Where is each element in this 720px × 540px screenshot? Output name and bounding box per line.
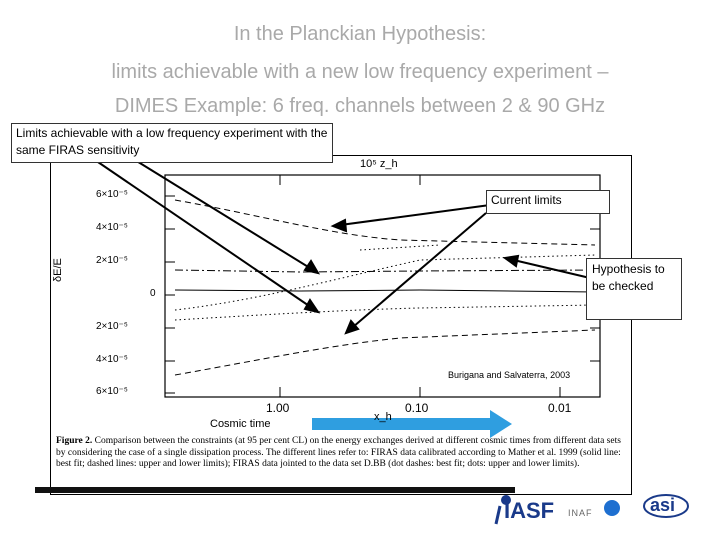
y-tick-2: 4×10⁻⁵ [96, 222, 128, 233]
x-tick-1: 1.00 [266, 401, 290, 415]
y-axis-label: δE/E [52, 258, 64, 282]
y-tick-7: 6×10⁻⁵ [96, 386, 128, 397]
iasf-logo-text: IASF [504, 498, 555, 523]
slide-title-line-1: In the Planckian Hypothesis: [233, 23, 487, 45]
iasf-logo [494, 494, 556, 526]
credit-text: Burigana and Salvaterra, 2003 [448, 370, 571, 380]
figure-caption [56, 436, 628, 471]
globe-icon [604, 500, 620, 516]
cosmic-time-label: Cosmic time [210, 418, 271, 430]
slide-title-line-2: limits achievable with a new low frequency experiment – [111, 61, 609, 83]
callout-low-frequency [11, 123, 333, 163]
callout-low-frequency-text: Limits achievable with a low frequency experiment with the same FIRAS sensitivity [16, 126, 328, 157]
callout-hypothesis [586, 258, 682, 320]
y-tick-5: 2×10⁻⁵ [96, 321, 128, 332]
slide-title-line-3: DIMES Example: 6 freq. channels between 2 & 90 GHz [114, 95, 606, 117]
y-tick-4: 0 [150, 288, 156, 299]
callout-current-limits [486, 190, 610, 214]
caption-text: Comparison between the constraints (at 95 per cent CL) on the energy exchanges derived at different cosmic times from different data sets by considering the case of a single dissipation process. The different lines refer to: FIRAS data calibrated according to Mather et al. 1999 (solid line: best fit; dashed lines: upper and lower limits); FIRAS data jointed to the data set D.BB (dot dashes: best fit; dots: upper and lower limits). [56, 436, 621, 469]
callout-current-limits-text: Current limits [491, 193, 562, 207]
top-axis-label: 10⁵ z_h [360, 158, 398, 170]
callout-hypothesis-text: Hypothesis to be checked [592, 262, 665, 293]
inaf-logo: INAF [568, 508, 593, 518]
x-tick-2: 0.10 [405, 401, 429, 415]
caption-label: Figure 2. [56, 436, 93, 446]
asi-logo [638, 492, 694, 528]
y-tick-3: 2×10⁻⁵ [96, 255, 128, 266]
asi-logo-text: asi [650, 495, 676, 515]
y-tick-6: 4×10⁻⁵ [96, 354, 128, 365]
x-axis-label: x_h [374, 411, 392, 423]
x-tick-3: 0.01 [548, 401, 572, 415]
y-tick-1: 6×10⁻⁵ [96, 189, 128, 200]
